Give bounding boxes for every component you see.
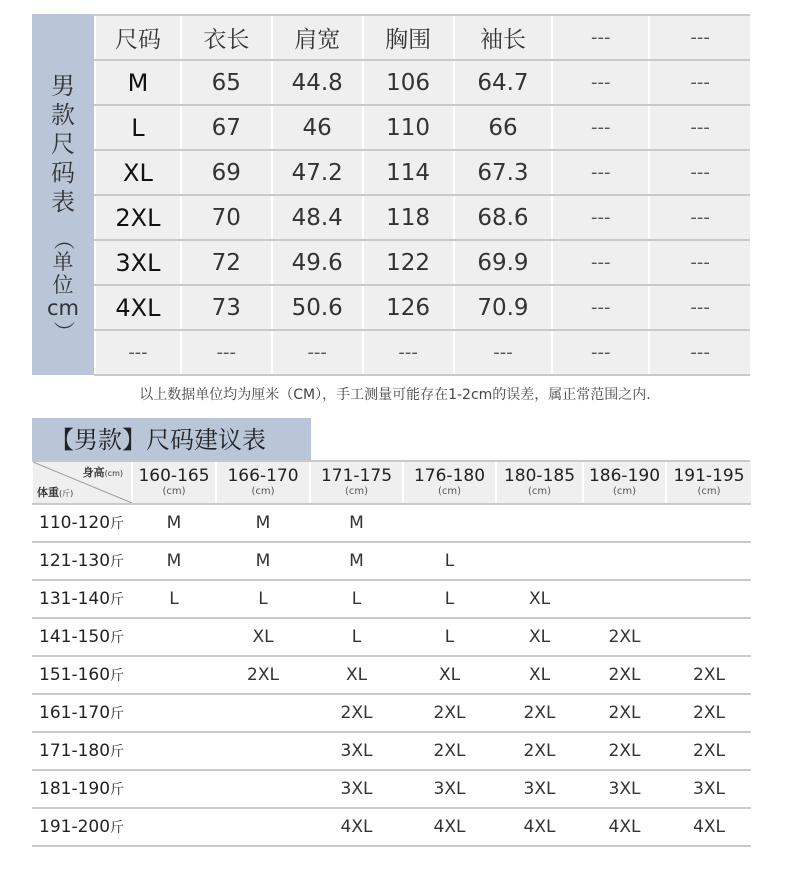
size-value-cell: 44.8 [272, 60, 363, 105]
size-value-cell: 72 [181, 240, 272, 285]
recommended-size-cell: 2XL [583, 732, 666, 770]
corner-weight-label: 体重(斤) [37, 486, 74, 499]
size-value-cell: 67.3 [454, 150, 553, 195]
size-value-cell: 69.9 [454, 240, 553, 285]
size-row [95, 240, 750, 285]
size-value-cell: 118 [363, 195, 454, 240]
recommended-size-cell: 2XL [666, 732, 751, 770]
size-value-cell: 114 [363, 150, 454, 195]
size-value-cell: --- [363, 330, 454, 375]
size-value-cell: --- [552, 60, 649, 105]
size-value-cell: 64.7 [454, 60, 553, 105]
size-value-cell: --- [649, 285, 750, 330]
recommendation-row [33, 732, 751, 770]
height-range-header [666, 462, 751, 504]
recommendation-row [33, 580, 751, 618]
recommended-size-cell: L [403, 542, 496, 580]
size-header-cell: --- [649, 15, 750, 60]
size-label-cell: 3XL [95, 240, 181, 285]
recommended-size-cell [132, 770, 216, 808]
size-row [95, 285, 750, 330]
weight-unit-label: 斤 [110, 516, 125, 532]
size-value-cell: 65 [181, 60, 272, 105]
size-header-row [95, 15, 750, 60]
size-label-cell: 4XL [95, 285, 181, 330]
recommended-size-cell: 2XL [496, 694, 583, 732]
side-label-title: 男 款 尺 码 表 [51, 72, 75, 216]
size-value-cell: 49.6 [272, 240, 363, 285]
recommended-size-cell [216, 808, 310, 846]
recommended-size-cell: 2XL [583, 656, 666, 694]
size-value-cell: --- [649, 330, 750, 375]
recommended-size-cell: 3XL [310, 732, 403, 770]
weight-unit-label: 斤 [110, 592, 125, 608]
size-row [95, 60, 750, 105]
size-header-cell: --- [552, 15, 649, 60]
recommendation-row [33, 618, 751, 656]
recommended-size-cell: M [132, 504, 216, 542]
recommended-size-cell: XL [496, 580, 583, 618]
weight-range-cell [33, 732, 132, 770]
recommended-size-cell [132, 656, 216, 694]
weight-unit-label: 斤 [110, 744, 125, 760]
size-row [95, 150, 750, 195]
recommended-size-cell: 2XL [496, 732, 583, 770]
measurement-note: 以上数据单位均为厘米（CM），手工测量可能存在1-2cm的误差，属正常范围之内. [139, 387, 651, 403]
recommended-size-cell [666, 618, 751, 656]
size-value-cell: --- [181, 330, 272, 375]
size-label-cell: --- [95, 330, 181, 375]
size-value-cell: --- [649, 150, 750, 195]
height-range-label: 166-170 [227, 466, 299, 486]
recommended-size-cell: L [403, 618, 496, 656]
recommended-size-cell: 3XL [666, 770, 751, 808]
recommended-size-cell: L [310, 580, 403, 618]
weight-unit-label: 斤 [110, 782, 125, 798]
recommended-size-cell: 4XL [666, 808, 751, 846]
recommended-size-cell: L [132, 580, 216, 618]
recommended-size-cell: M [216, 504, 310, 542]
size-header-cell: 胸围 [363, 15, 454, 60]
size-value-cell: --- [649, 105, 750, 150]
recommended-size-cell [132, 618, 216, 656]
recommended-size-cell: XL [403, 656, 496, 694]
recommended-size-cell: 3XL [583, 770, 666, 808]
weight-range-label: 110-120 [39, 513, 111, 533]
recommended-size-cell: 3XL [496, 770, 583, 808]
weight-range-label: 151-160 [39, 665, 111, 685]
height-range-label: 180-185 [503, 466, 576, 486]
size-value-cell: 66 [454, 105, 553, 150]
recommended-size-cell: 3XL [310, 770, 403, 808]
recommended-size-cell: XL [496, 618, 583, 656]
height-unit-label: (cm) [344, 486, 369, 497]
recommended-size-cell: 4XL [403, 808, 496, 846]
recommended-size-cell: XL [310, 656, 403, 694]
corner-height-label: 身高(cm) [82, 466, 123, 479]
recommended-size-cell: XL [496, 656, 583, 694]
size-value-cell: 67 [181, 105, 272, 150]
size-chart [32, 14, 750, 375]
weight-range-label: 191-200 [39, 817, 111, 837]
weight-range-label: 131-140 [39, 589, 111, 609]
size-value-cell: 106 [363, 60, 454, 105]
recommended-size-cell [583, 504, 666, 542]
weight-range-cell [33, 542, 132, 580]
weight-range-label: 171-180 [39, 741, 111, 761]
height-unit-label: (cm) [437, 486, 462, 497]
size-value-cell: --- [552, 330, 649, 375]
weight-range-label: 161-170 [39, 703, 111, 723]
size-value-cell: --- [552, 105, 649, 150]
recommendation-table [32, 462, 751, 847]
weight-unit-label: 斤 [110, 820, 125, 836]
recommended-size-cell [666, 580, 751, 618]
size-value-cell: 47.2 [272, 150, 363, 195]
height-range-header [496, 462, 583, 504]
size-header-cell: 尺码 [95, 15, 181, 60]
recommended-size-cell [666, 542, 751, 580]
size-value-cell: --- [552, 240, 649, 285]
size-value-cell: 70 [181, 195, 272, 240]
weight-range-label: 181-190 [39, 779, 111, 799]
recommended-size-cell [496, 504, 583, 542]
weight-unit-label: 斤 [110, 706, 125, 722]
size-value-cell: 68.6 [454, 195, 553, 240]
weight-range-cell [33, 504, 132, 542]
weight-range-cell [33, 618, 132, 656]
size-value-cell: 70.9 [454, 285, 553, 330]
recommended-size-cell [216, 732, 310, 770]
recommended-size-cell: 2XL [403, 694, 496, 732]
recommended-size-cell: 2XL [666, 694, 751, 732]
recommended-size-cell: 3XL [403, 770, 496, 808]
recommended-size-cell: 2XL [583, 618, 666, 656]
recommended-size-cell: 4XL [583, 808, 666, 846]
recommendation-row [33, 694, 751, 732]
size-value-cell: 46 [272, 105, 363, 150]
recommended-size-cell: 2XL [583, 694, 666, 732]
size-row [95, 195, 750, 240]
recommended-size-cell [583, 542, 666, 580]
recommendation-row [33, 504, 751, 542]
recommended-size-cell: 4XL [496, 808, 583, 846]
weight-unit-label: 斤 [110, 554, 125, 570]
height-range-label: 176-180 [413, 466, 486, 486]
recommended-size-cell: 2XL [403, 732, 496, 770]
size-value-cell: 110 [363, 105, 454, 150]
size-value-cell: --- [649, 240, 750, 285]
recommended-size-cell [132, 808, 216, 846]
recommended-size-cell [496, 542, 583, 580]
size-value-cell: --- [649, 195, 750, 240]
height-range-header [583, 462, 666, 504]
side-label-unit: （ 单 位 cm ） [46, 229, 79, 342]
size-label-cell: XL [95, 150, 181, 195]
recommended-size-cell: M [310, 542, 403, 580]
height-unit-label: (cm) [697, 486, 721, 497]
recommended-size-cell [583, 580, 666, 618]
weight-range-cell [33, 808, 132, 846]
size-value-cell: 122 [363, 240, 454, 285]
size-label-cell: 2XL [95, 195, 181, 240]
height-unit-label: (cm) [527, 486, 552, 497]
height-unit-label: (cm) [251, 486, 275, 497]
recommendation-row [33, 542, 751, 580]
recommended-size-cell: M [310, 504, 403, 542]
size-value-cell: 50.6 [272, 285, 363, 330]
size-value-cell: --- [552, 195, 649, 240]
recommended-size-cell: L [216, 580, 310, 618]
recommendation-header-row [33, 462, 751, 504]
recommended-size-cell: L [403, 580, 496, 618]
size-table [94, 14, 750, 376]
size-label-cell: M [95, 60, 181, 105]
size-row [95, 105, 750, 150]
weight-unit-label: 斤 [110, 668, 125, 684]
size-header-cell: 肩宽 [272, 15, 363, 60]
size-label-cell: L [95, 105, 181, 150]
size-value-cell: 126 [363, 285, 454, 330]
height-range-header [403, 462, 496, 504]
size-value-cell: 73 [181, 285, 272, 330]
recommendation-row [33, 770, 751, 808]
recommendation-row [33, 808, 751, 846]
size-header-cell: 袖长 [454, 15, 553, 60]
height-unit-label: (cm) [612, 486, 637, 497]
size-value-cell: 48.4 [272, 195, 363, 240]
recommended-size-cell: 2XL [666, 656, 751, 694]
weight-range-cell [33, 656, 132, 694]
weight-range-label: 141-150 [39, 627, 111, 647]
corner-cell [33, 462, 132, 504]
recommended-size-cell: XL [216, 618, 310, 656]
weight-range-cell [33, 694, 132, 732]
recommended-size-cell [216, 770, 310, 808]
recommended-size-cell [216, 694, 310, 732]
recommended-size-cell: 2XL [310, 694, 403, 732]
height-range-label: 171-175 [320, 466, 393, 486]
recommended-size-cell: M [132, 542, 216, 580]
recommended-size-cell: M [216, 542, 310, 580]
size-row [95, 330, 750, 375]
size-value-cell: --- [552, 150, 649, 195]
weight-unit-label: 斤 [110, 630, 125, 646]
weight-range-cell [33, 580, 132, 618]
height-range-header [310, 462, 403, 504]
size-value-cell: --- [649, 60, 750, 105]
recommended-size-cell [403, 504, 496, 542]
recommended-size-cell: 2XL [216, 656, 310, 694]
size-value-cell: --- [454, 330, 553, 375]
height-unit-label: (cm) [162, 486, 186, 497]
weight-range-cell [33, 770, 132, 808]
recommendation-row [33, 656, 751, 694]
recommended-size-cell [132, 732, 216, 770]
height-range-label: 160-165 [138, 466, 210, 486]
recommended-size-cell [132, 694, 216, 732]
size-chart-side-label [32, 14, 94, 375]
height-range-header [216, 462, 310, 504]
recommended-size-cell [666, 504, 751, 542]
height-range-header [132, 462, 216, 504]
recommendation-title: 【男款】尺码建议表 [32, 418, 311, 462]
size-value-cell: 69 [181, 150, 272, 195]
height-range-label: 186-190 [588, 466, 661, 486]
size-value-cell: --- [552, 285, 649, 330]
size-value-cell: --- [272, 330, 363, 375]
weight-range-label: 121-130 [39, 551, 111, 571]
height-range-label: 191-195 [673, 466, 745, 486]
size-header-cell: 衣长 [181, 15, 272, 60]
recommended-size-cell: 4XL [310, 808, 403, 846]
recommended-size-cell: L [310, 618, 403, 656]
